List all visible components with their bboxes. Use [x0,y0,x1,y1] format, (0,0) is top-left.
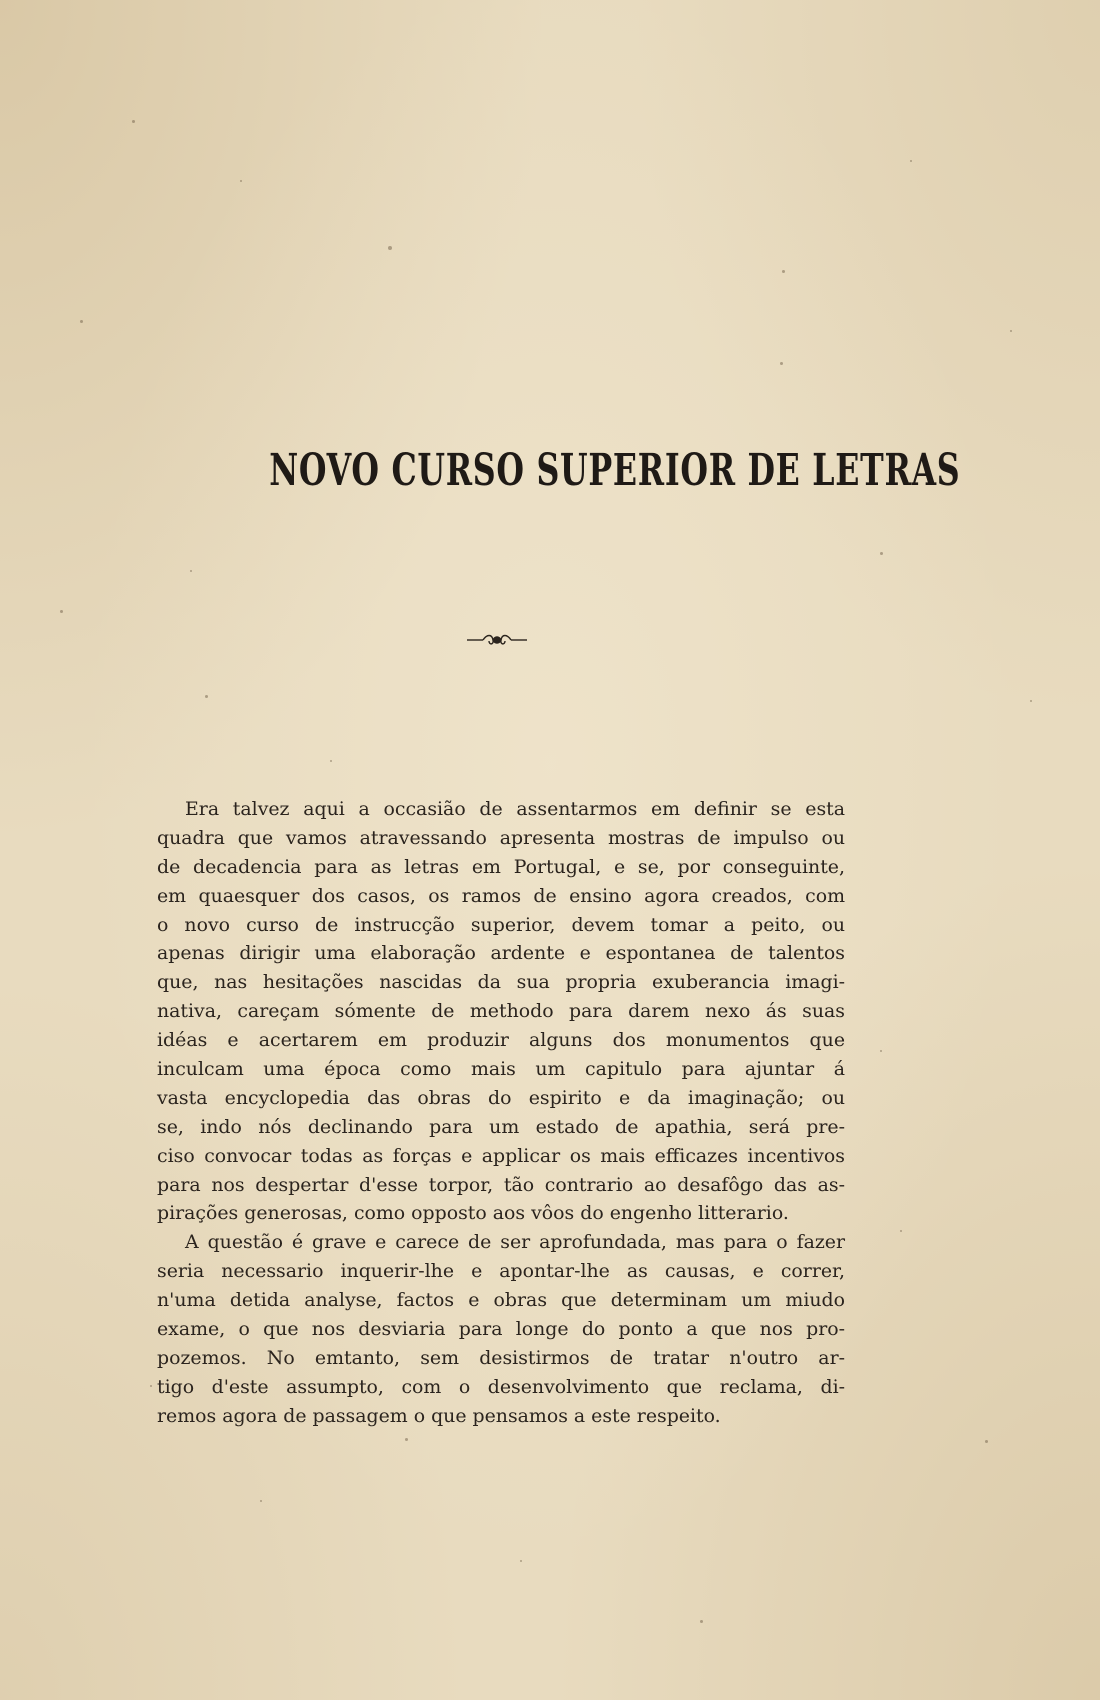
paragraph [157,795,845,1228]
text-line: pirações generosas, como opposto aos vôos do engenho litterario. [157,1202,789,1225]
text-line: se, indo nós declinando para um estado de apathia, será pre- [157,1115,845,1138]
text-line: remos agora de passagem o que pensamos a este respeito. [157,1404,721,1427]
text-line: que, nas hesitações nascidas da sua propria exuberancia imagi- [157,971,845,994]
text-line: exame, o que nos desviaria para longe do ponto a que nos pro- [157,1318,845,1341]
paragraph [157,1228,845,1430]
text-line: o novo curso de instrucção superior, devem tomar a peito, ou [157,913,845,936]
article-title: NOVO CURSO SUPERIOR DE LETRAS [269,445,961,496]
text-line: vasta encyclopedia das obras do espirito e da imaginação; ou [157,1086,845,1109]
text-line: idéas e acertarem em produzir alguns dos monumentos que [157,1029,845,1052]
text-line: inculcam uma época como mais um capitulo para ajuntar á [157,1058,845,1081]
text-line: n'uma detida analyse, factos e obras que determinam um miudo [157,1289,845,1312]
text-line: nativa, careçam sómente de methodo para darem nexo ás suas [157,1000,845,1023]
text-line: tigo d'este assumpto, com o desenvolvimento que reclama, di- [157,1375,845,1398]
text-line: seria necessario inquerir-lhe e apontar-lhe as causas, e correr, [157,1260,845,1283]
divider-flourish-icon [465,632,529,648]
text-line: pozemos. No emtanto, sem desistirmos de tratar n'outro ar- [157,1346,845,1369]
text-line: Era talvez aqui a occasião de assentarmos em definir se esta [185,798,845,820]
article-body [157,795,845,1431]
text-line: A questão é grave e carece de ser aprofundada, mas para o fazer [185,1231,845,1254]
text-line: apenas dirigir uma elaboração ardente e espontanea de talentos [157,942,845,965]
text-line: para nos despertar d'esse torpor, tão contrario ao desafôgo das as- [157,1173,845,1196]
text-line: de decadencia para as letras em Portugal, e se, por conseguinte, [157,855,845,878]
text-line: quadra que vamos atravessando apresenta mostras de impulso ou [157,826,845,849]
text-line: ciso convocar todas as forças e applicar os mais efficazes incentivos [157,1144,845,1167]
text-line: em quaesquer dos casos, os ramos de ensino agora creados, com [157,884,845,907]
